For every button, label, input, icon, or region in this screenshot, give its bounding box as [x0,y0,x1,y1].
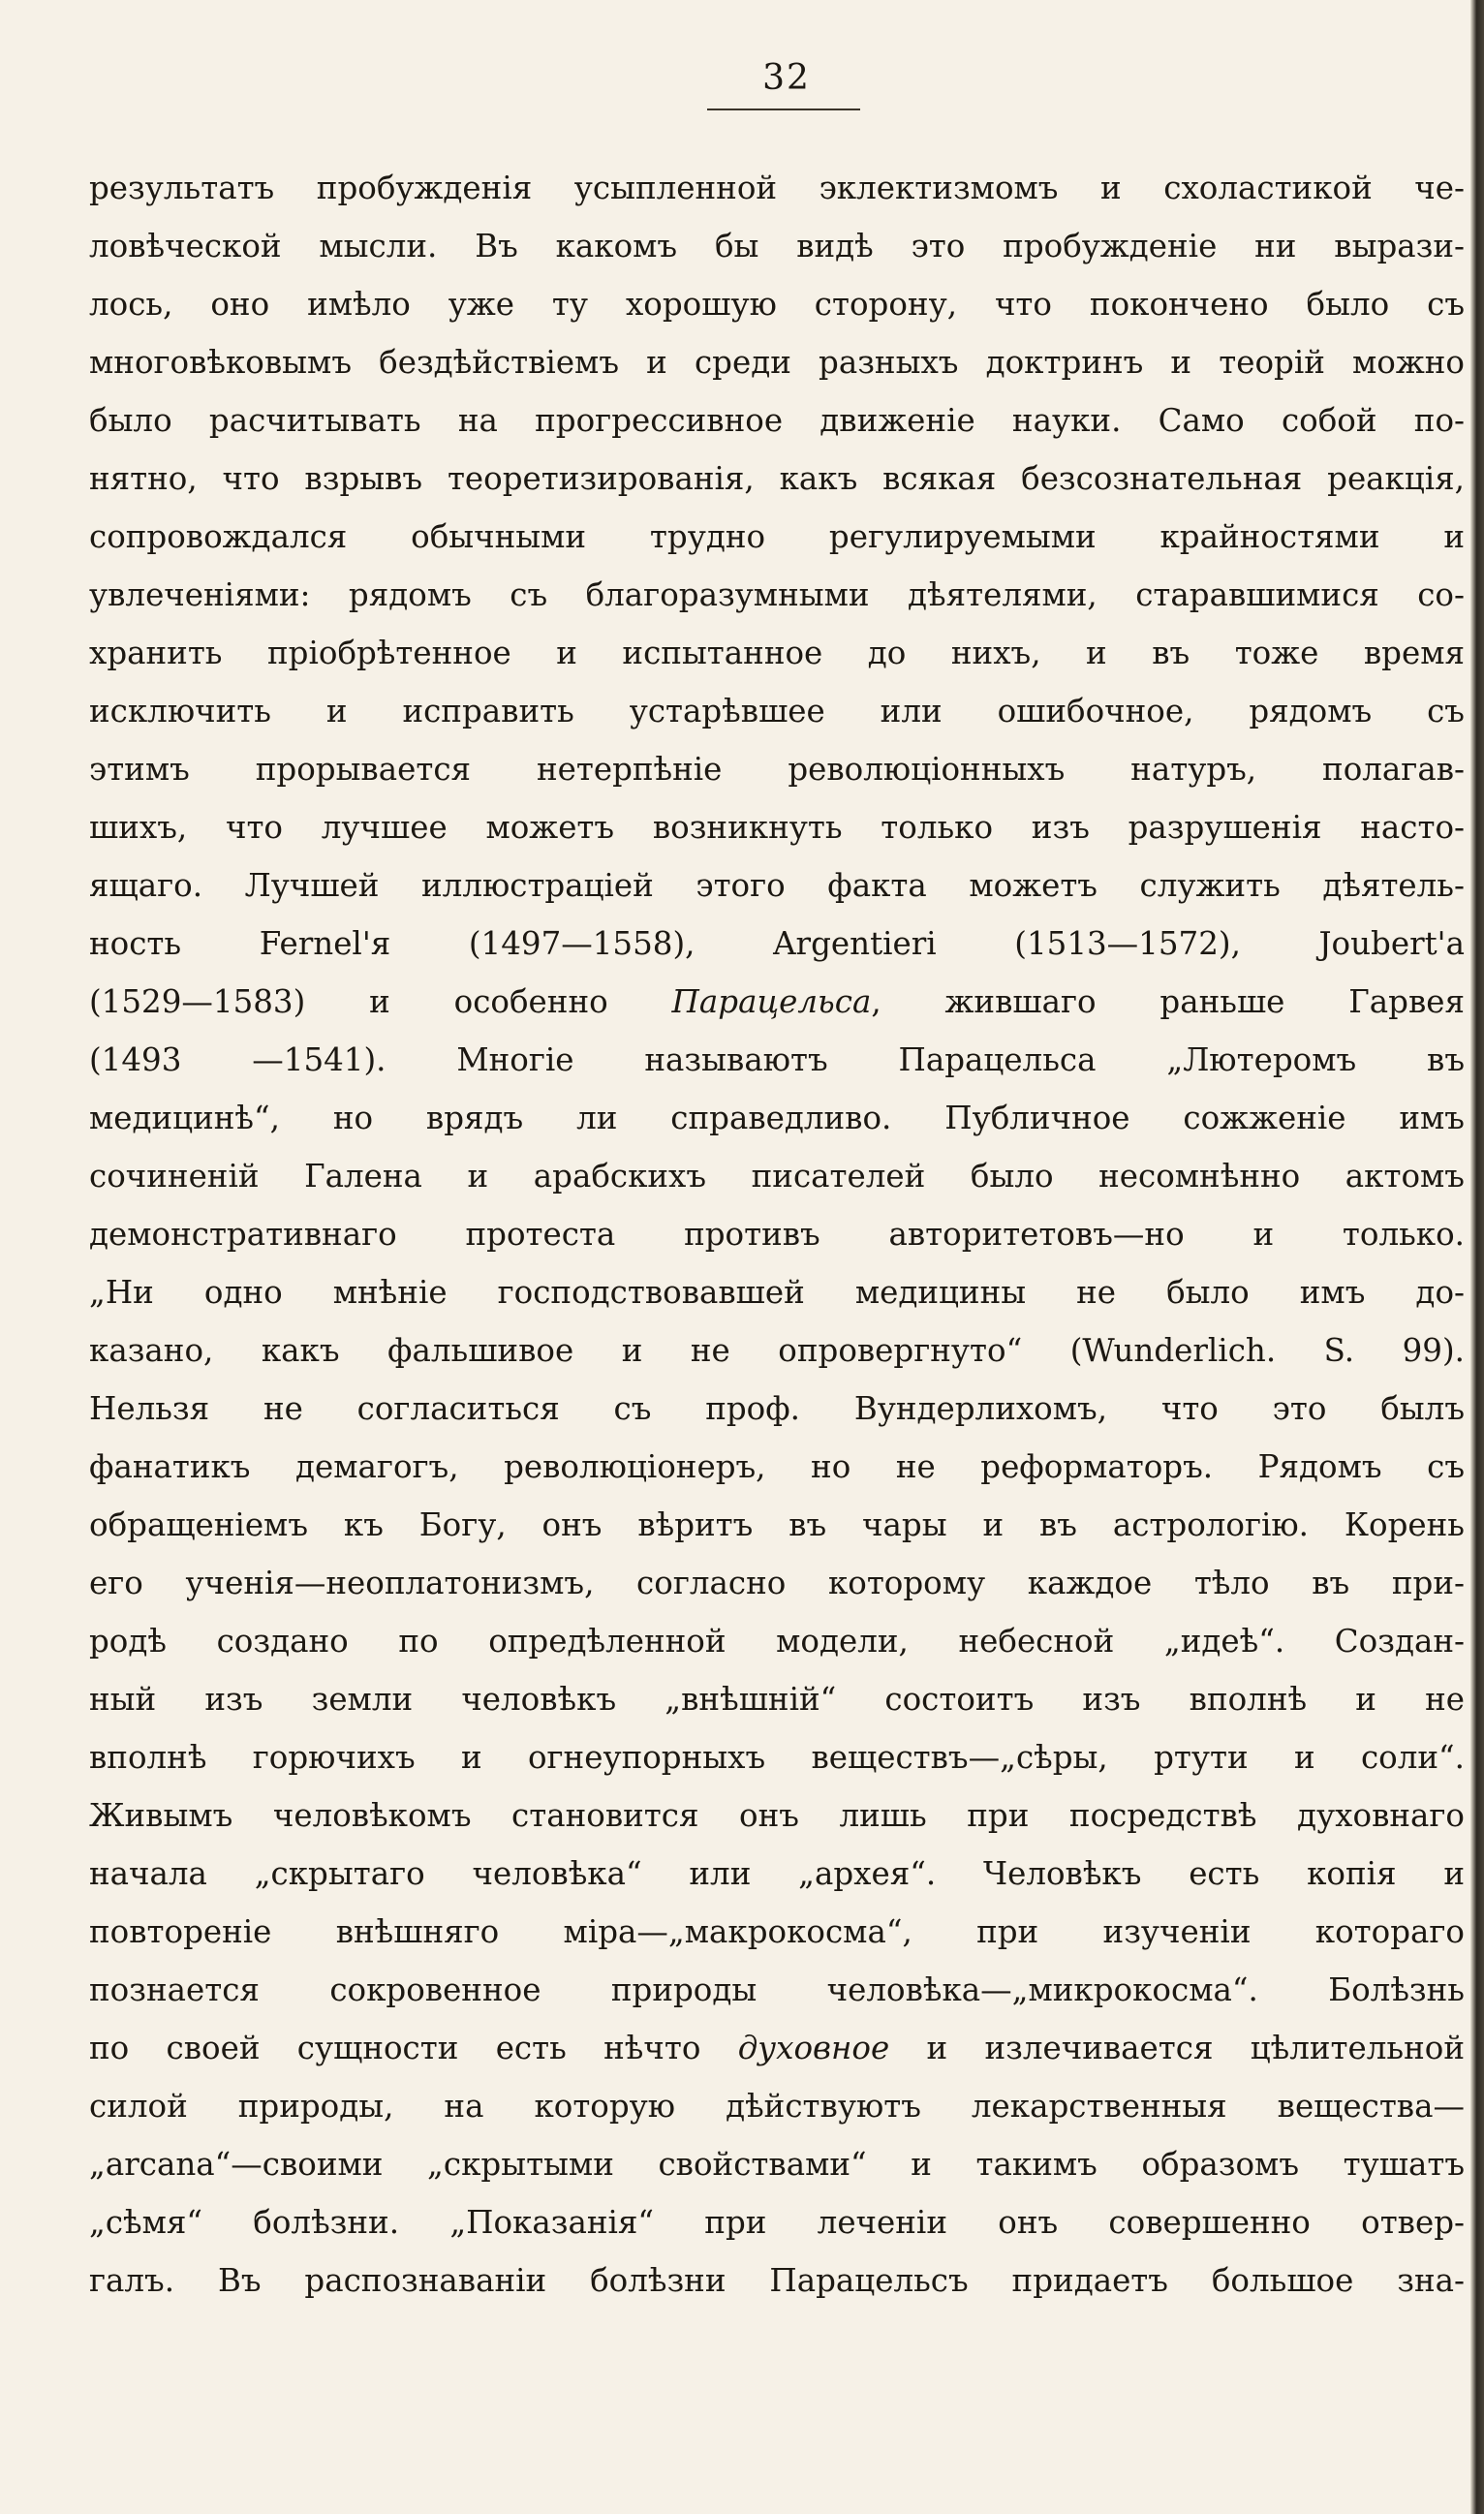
text-line: „сѣмя“ болѣзни. „Показанія“ при леченіи онъ совершенно отвер- [89,2204,1465,2241]
text-line: этимъ прорывается нетерпѣніе революціонныхъ натуръ, полагав- [89,751,1465,788]
text-line: фанатикъ демагогъ, революціонеръ, но не реформаторъ. Рядомъ съ [89,1448,1465,1485]
text-line-mixed [89,973,1465,1031]
text-line: Нельзя не согласиться съ проф. Вундерлихомъ, что это былъ [89,1390,1465,1427]
text-line: медицинѣ“, но врядъ ли справедливо. Публичное сожженіе имъ [89,1100,1465,1136]
text-line: „Ни одно мнѣніе господствовавшей медицины не было имъ до- [89,1274,1465,1311]
text-segment: , жившаго раньше Гарвея [871,983,1465,1020]
text-segment: по своей сущности есть нѣчто [89,2030,738,2066]
text-line: познается сокровенное природы человѣка—„микрокосма“. Болѣзнь [89,1971,1465,2008]
text-line: сопровождался обычными трудно регулируемыми крайностями и [89,518,1465,555]
text-line: вполнѣ горючихъ и огнеупорныхъ веществъ—„сѣры, ртути и соли“. [89,1739,1465,1776]
text-segment: (1529—1583) и особенно [89,983,672,1020]
text-line: было расчитывать на прогрессивное движеніе науки. Само собой по- [89,402,1465,439]
text-line: казано, какъ фальшивое и не опровергнуто“ (Wunderlich. S. 99). [89,1332,1465,1369]
page-number-rule [707,109,860,110]
text-line: ность Fernel'я (1497—1558), Argentieri (1513—1572), Joubert'а [89,925,1465,962]
text-line: демонстративнаго протеста противъ авторитетовъ—но и только. [89,1216,1465,1253]
text-line: нятно, что взрывъ теоретизированія, какъ всякая безсознательная реакція, [89,460,1465,497]
text-segment: и излечивается цѣлительной [889,2030,1465,2066]
text-line: лось, оно имѣло уже ту хорошую сторону, что покончено было съ [89,286,1465,323]
text-line: обращеніемъ къ Богу, онъ вѣритъ въ чары и въ астрологію. Корень [89,1506,1465,1543]
italic-word: духовное [737,2030,890,2066]
text-line: результатъ пробужденія усыпленной эклектизмомъ и схоластикой че- [89,170,1465,206]
text-line: „arcana“—своими „скрытыми свойствами“ и такимъ образомъ тушатъ [89,2146,1465,2183]
text-line: силой природы, на которую дѣйствуютъ лекарственныя вещества— [89,2088,1465,2125]
page-number: 32 [762,58,811,98]
text-line: ловѣческой мысли. Въ какомъ бы видѣ это пробужденіе ни вырази- [89,228,1465,264]
text-line: ный изъ земли человѣкъ „внѣшній“ состоитъ изъ вполнѣ и не [89,1681,1465,1718]
text-line: родѣ создано по опредѣленной модели, небесной „идеѣ“. Создан- [89,1623,1465,1660]
text-line: шихъ, что лучшее можетъ возникнуть только изъ разрушенія насто- [89,809,1465,846]
italic-name: Парацельса [671,983,872,1020]
text-line: ящаго. Лучшей иллюстраціей этого факта можетъ служить дѣятель- [89,867,1465,904]
text-line: многовѣковымъ бездѣйствіемъ и среди разныхъ доктринъ и теорій можно [89,344,1465,381]
text-line: (1493 —1541). Многіе называютъ Парацельса „Лютеромъ въ [89,1041,1465,1078]
text-line: хранить пріобрѣтенное и испытанное до нихъ, и въ тоже время [89,635,1465,671]
page-edge-shadow [1470,0,1484,2514]
text-line: его ученія—неоплатонизмъ, согласно которому каждое тѣло въ при- [89,1565,1465,1601]
text-line: сочиненій Галена и арабскихъ писателей было несомнѣнно актомъ [89,1158,1465,1195]
text-line: Живымъ человѣкомъ становится онъ лишь при посредствѣ духовнаго [89,1797,1465,1834]
text-line: увлеченіями: рядомъ съ благоразумными дѣятелями, старавшимися со- [89,576,1465,613]
text-line: исключить и исправить устарѣвшее или ошибочное, рядомъ съ [89,693,1465,729]
text-line-mixed [89,2019,1465,2077]
text-line: повтореніе внѣшняго міра—„макрокосма“, при изученіи котораго [89,1913,1465,1950]
text-line: начала „скрытаго человѣка“ или „архея“. Человѣкъ есть копія и [89,1855,1465,1892]
text-line: галъ. Въ распознаваніи болѣзни Парацельсъ придаетъ большое зна- [89,2262,1465,2299]
body-text [89,159,1465,2310]
